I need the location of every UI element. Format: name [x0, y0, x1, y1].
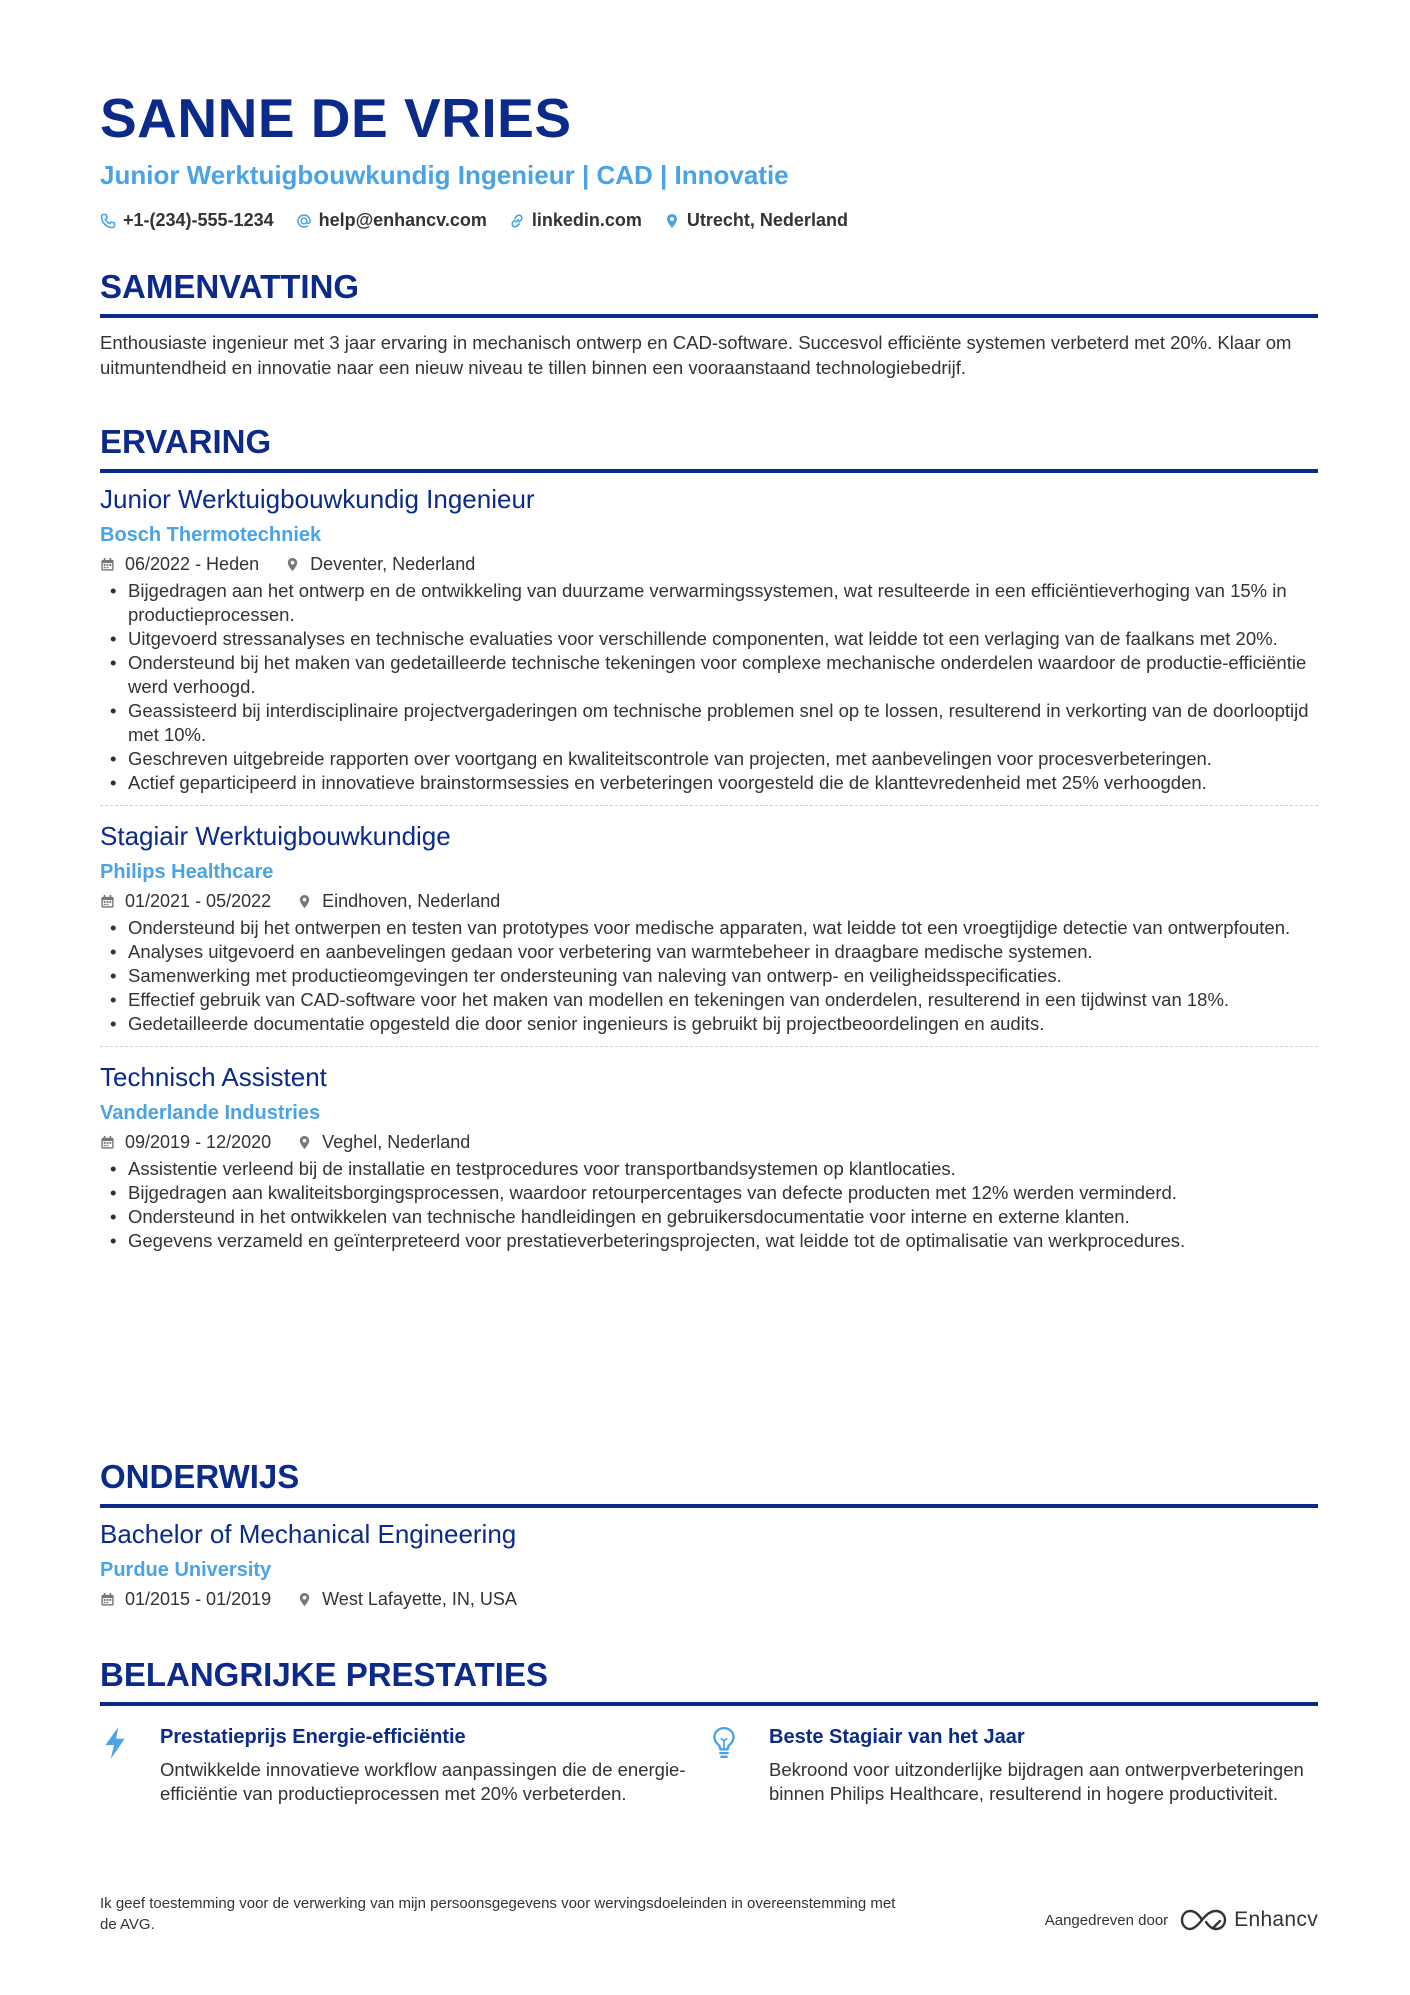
achievement-body [160, 1724, 700, 1806]
bullet-item: • Geassisteerd bij interdisciplinaire projectvergaderingen om technische problemen snel op te lossen, resulterend in verkorting van de doorlooptijd met 10%. [100, 699, 1318, 747]
location-pin-icon [297, 1592, 312, 1607]
consent-text: Ik geef toestemming voor de verwerking van mijn persoonsgegevens voor wervingsdoeleinden in overeenstemming met de AVG. [100, 1895, 896, 1933]
bullet-item: • Analyses uitgevoerd en aanbevelingen gedaan voor verbetering van warmtebeheer in draagbare medische systemen. [100, 940, 1318, 964]
location-pin-icon [664, 213, 680, 229]
calendar-icon [100, 1592, 115, 1607]
job-title: Stagiair Werktuigbouwkundige [100, 821, 451, 851]
bullet-item: • Bijgedragen aan het ontwerp en de ontwikkeling van duurzame verwarmingssystemen, wat resulteerde in een efficiëntieverhoging van 15% in productieprocessen. [100, 579, 1318, 627]
contact-linkedin [509, 210, 642, 231]
company-name: Philips Healthcare [100, 861, 274, 883]
degree-title: Bachelor of Mechanical Engineering [100, 1519, 517, 1549]
bullet-item: • Uitgevoerd stressanalyses en technische evaluaties voor verschillende componenten, wat leidde tot een verlaging van de faalkans met 20%. [100, 627, 1318, 651]
job-dates [100, 553, 259, 575]
brand-logo[interactable] [1180, 1907, 1318, 1933]
bullet-item: • Assistentie verleend bij de installatie en testprocedures voor transportbandsystemen op klantlocaties. [100, 1157, 1318, 1181]
education-dates [100, 1588, 271, 1610]
education-location [297, 1588, 517, 1610]
calendar-icon [100, 894, 115, 909]
job-divider [100, 1046, 1318, 1047]
at-icon [296, 213, 312, 229]
phone-icon [100, 213, 116, 229]
job-dates-text: 09/2019 - 12/2020 [125, 1132, 272, 1152]
job-location [285, 553, 475, 575]
contact-email [296, 210, 487, 231]
section-rule [100, 469, 1318, 473]
job-location-text: Eindhoven, Nederland [322, 891, 501, 911]
section-rule [100, 1504, 1318, 1508]
section-title-experience: ERVARING [100, 423, 272, 460]
job-meta [100, 890, 1318, 912]
footer [100, 1893, 1318, 1935]
job-location [297, 1131, 470, 1153]
location-pin-icon [297, 894, 312, 909]
job-dates-text: 06/2022 - Heden [125, 554, 260, 574]
job-entry [100, 820, 1318, 1036]
enhancv-logo-icon [1180, 1907, 1228, 1933]
achievement-icon-wrap [709, 1724, 769, 1806]
summary-text: Enthousiaste ingenieur met 3 jaar ervaring in mechanisch ontwerp en CAD-software. Succesvol efficiënte systemen verbeterd met 20%. Klaar om uitmuntendheid en innovatie naar een nieuw niveau te tillen binnen een vooraanstaand technologiebedrijf. [100, 332, 1292, 378]
job-meta [100, 553, 1318, 575]
job-dates-text: 01/2021 - 05/2022 [125, 891, 272, 911]
experience-section [100, 423, 1318, 1253]
brand-name: Enhancv [1234, 1908, 1318, 1931]
contact-bar [100, 210, 1318, 231]
achievement-description: Ontwikkelde innovatieve workflow aanpassingen die de energie-efficiëntie van productieprocessen met 20% verbeterden. [160, 1759, 686, 1804]
bullet-item: • Bijgedragen aan kwaliteitsborgingsprocessen, waardoor retourpercentages van defecte producten met 12% werden verminderd. [100, 1181, 1318, 1205]
section-title-achievements: BELANGRIJKE PRESTATIES [100, 1656, 548, 1693]
achievements-grid [100, 1724, 1318, 1806]
education-meta [100, 1588, 1318, 1610]
bullet-item: • Actief geparticipeerd in innovatieve brainstormsessies en verbeteringen voorgesteld die de klanttevredenheid met 25% verhoogden. [100, 771, 1318, 795]
headline: Junior Werktuigbouwkundig Ingenieur | CAD | Innovatie [100, 160, 789, 190]
contact-phone [100, 210, 274, 231]
school-name: Purdue University [100, 1559, 272, 1581]
job-bullets [100, 579, 1318, 795]
job-bullets [100, 1157, 1318, 1253]
job-entry [100, 1061, 1318, 1253]
achievement-item [100, 1724, 709, 1806]
bullet-item: • Ondersteund bij het ontwerpen en testen van prototypes voor medische apparaten, wat leidde tot een vroegtijdige detectie van ontwerpfouten. [100, 916, 1318, 940]
job-dates [100, 1131, 271, 1153]
bullet-item: • Effectief gebruik van CAD-software voor het maken van modellen en tekeningen van onderdelen, resulterend in een tijdwinst van 18%. [100, 988, 1318, 1012]
job-title: Technisch Assistent [100, 1062, 327, 1092]
bullet-item: • Gedetailleerde documentatie opgesteld die door senior ingenieurs is gebruikt bij projectbeoordelingen en audits. [100, 1012, 1318, 1036]
calendar-icon [100, 1135, 115, 1150]
contact-location-text: Utrecht, Nederland [686, 210, 848, 230]
contact-email-text[interactable]: help@enhancv.com [318, 210, 487, 230]
lightbulb-icon [709, 1726, 739, 1760]
bullet-item: • Ondersteund bij het maken van gedetailleerde technische tekeningen voor complexe mechanische onderdelen waardoor de productie-efficiëntie werd verhoogd. [100, 651, 1318, 699]
contact-phone-text[interactable]: +1-(234)-555-1234 [123, 210, 274, 230]
powered-by [1045, 1907, 1318, 1933]
achievement-body [769, 1724, 1309, 1806]
company-name: Vanderlande Industries [100, 1102, 321, 1124]
achievement-description: Bekroond voor uitzonderlijke bijdragen aan ontwerpverbeteringen binnen Philips Healthcare, resulterend in hogere productiviteit. [769, 1759, 1304, 1804]
bullet-item: • Ondersteund in het ontwikkelen van technische handleidingen en gebruikersdocumentatie voor interne en externe klanten. [100, 1205, 1318, 1229]
section-title-summary: SAMENVATTING [100, 268, 360, 305]
achievement-item [709, 1724, 1318, 1806]
bullet-item: • Geschreven uitgebreide rapporten over voortgang en kwaliteitscontrole van projecten, met aanbevelingen voor procesverbeteringen. [100, 747, 1318, 771]
resume-page [100, 87, 1318, 1804]
location-pin-icon [297, 1135, 312, 1150]
job-title: Junior Werktuigbouwkundig Ingenieur [100, 484, 535, 514]
job-bullets [100, 916, 1318, 1036]
bullet-item: • Gegevens verzameld en geïnterpreteerd voor prestatieverbeteringsprojecten, wat leidde tot de optimalisatie van werkprocedures. [100, 1229, 1318, 1253]
section-title-education: ONDERWIJS [100, 1458, 300, 1495]
job-location-text: Veghel, Nederland [322, 1132, 471, 1152]
achievement-title: Prestatieprijs Energie-efficiëntie [160, 1726, 466, 1748]
achievement-title: Beste Stagiair van het Jaar [769, 1726, 1025, 1748]
job-divider [100, 805, 1318, 806]
candidate-name: SANNE DE VRIES [100, 87, 572, 149]
job-location-text: Deventer, Nederland [310, 554, 476, 574]
education-location-text: West Lafayette, IN, USA [322, 1589, 517, 1609]
powered-by-label: Aangedreven door [1044, 1911, 1169, 1929]
achievement-icon-wrap [100, 1724, 160, 1806]
contact-linkedin-text[interactable]: linkedin.com [531, 210, 642, 230]
job-location [297, 890, 500, 912]
education-dates-text: 01/2015 - 01/2019 [125, 1589, 272, 1609]
bullet-item: • Samenwerking met productieomgevingen ter ondersteuning van naleving van ontwerp- en veiligheidsspecificaties. [100, 964, 1318, 988]
company-name: Bosch Thermotechniek [100, 524, 322, 546]
job-meta [100, 1131, 1318, 1153]
education-entry [100, 1518, 1318, 1610]
location-pin-icon [285, 557, 300, 572]
job-dates [100, 890, 271, 912]
education-section [100, 1458, 1318, 1610]
summary-section [100, 268, 1318, 380]
contact-location [664, 210, 848, 231]
job-entry [100, 483, 1318, 795]
lightning-bolt-icon [100, 1726, 130, 1760]
section-rule [100, 1702, 1318, 1706]
calendar-icon [100, 557, 115, 572]
section-rule [100, 314, 1318, 318]
link-icon [509, 213, 525, 229]
achievements-section [100, 1656, 1318, 1806]
